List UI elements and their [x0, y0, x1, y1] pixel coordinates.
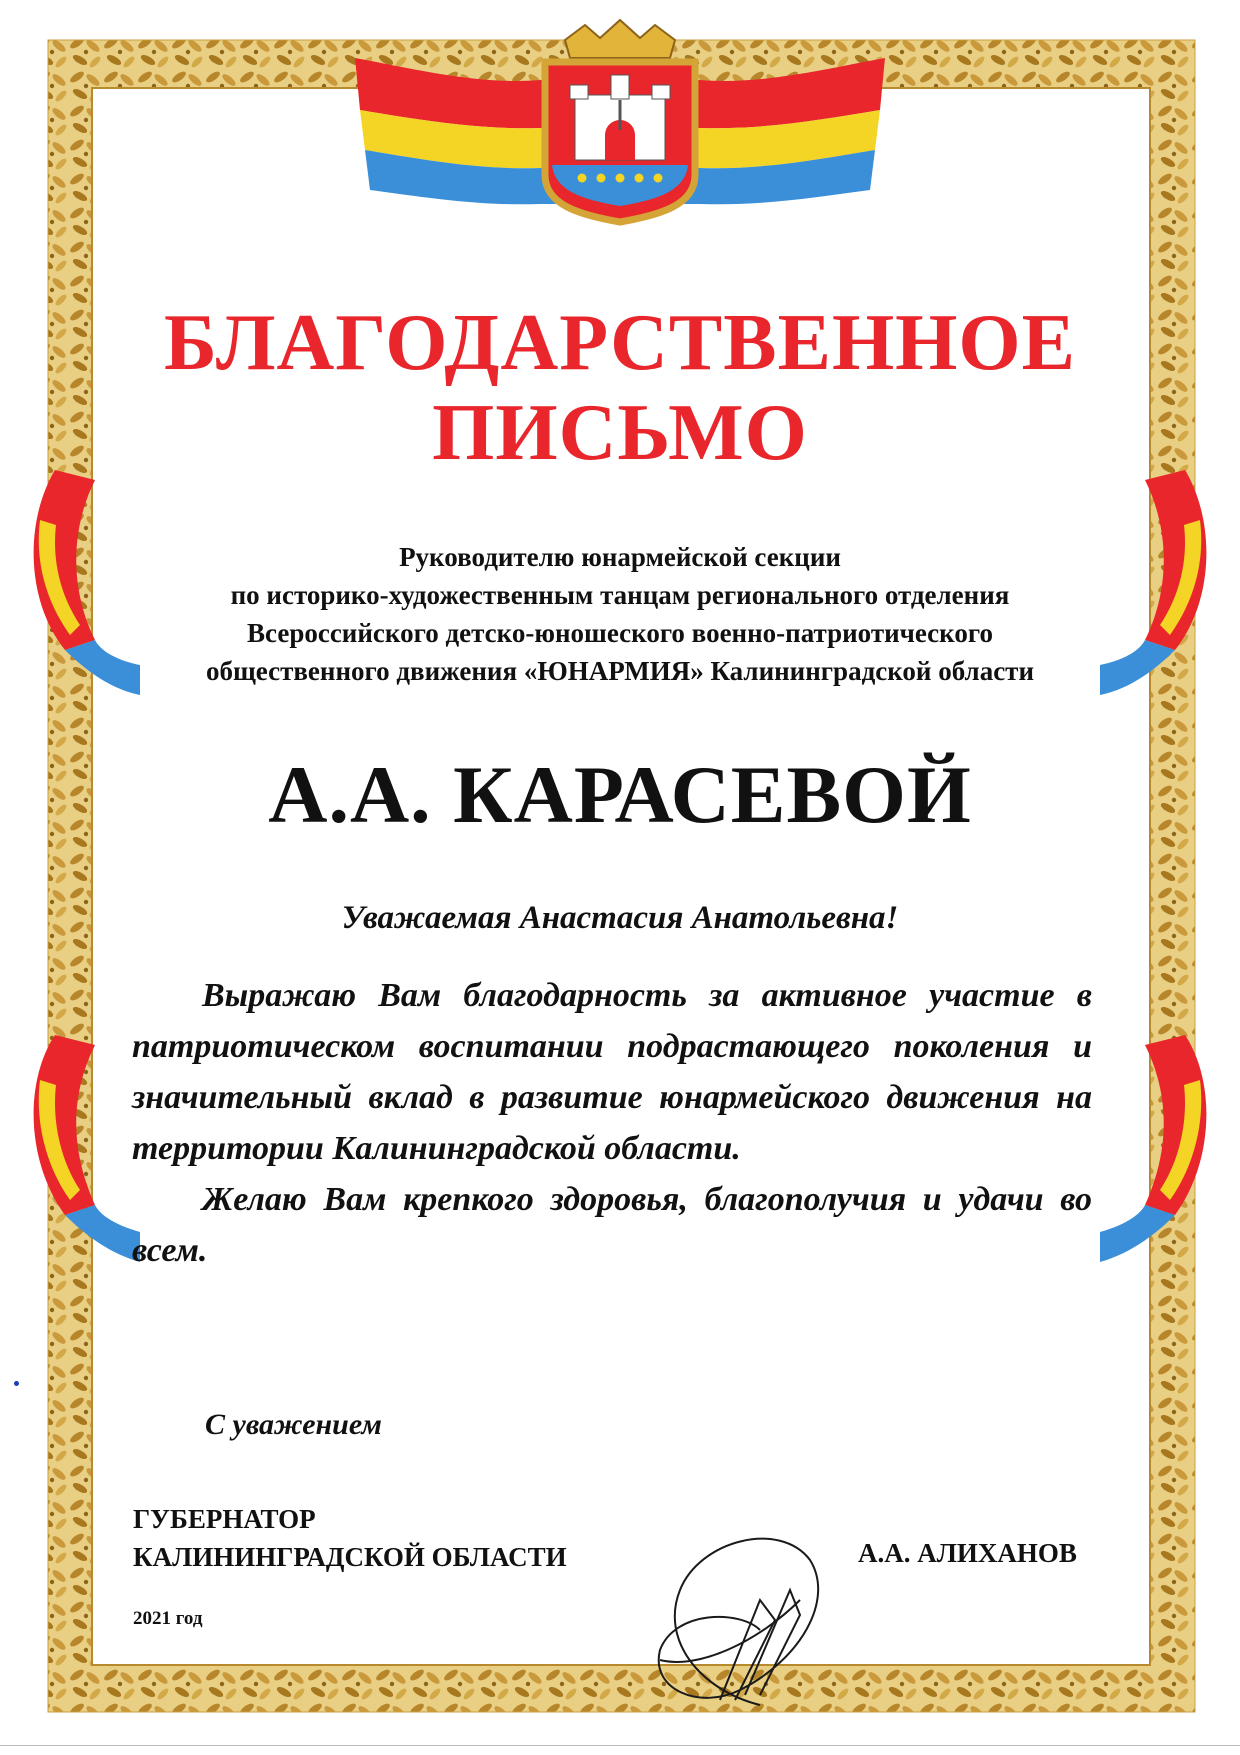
body-paragraph-1: Выражаю Вам благодарность за активное участие в патриотическом воспитании подрастающего поколения и значительный вклад в развитие юнармейского движения на территории Калининградской области.	[132, 977, 1092, 1167]
closing: С уважением	[205, 1408, 382, 1441]
scan-dot	[14, 1381, 19, 1386]
laurel-border	[48, 40, 1195, 1712]
recipient-line-2: по историко-художественным танцам регионального отделения	[230, 580, 1010, 610]
page-edge-line	[0, 1745, 1240, 1746]
title-line-1: БЛАГОДАРСТВЕННОЕ	[164, 299, 1076, 387]
coat-of-arms	[545, 20, 695, 222]
signer-title	[133, 1500, 567, 1576]
signer-title-line-1: ГУБЕРНАТОР	[133, 1504, 316, 1534]
document-title	[0, 298, 1240, 478]
year: 2021 год	[133, 1608, 203, 1629]
title-line-2: ПИСЬМО	[432, 389, 808, 477]
recipient-line-3: Всероссийского детско-юношеского военно-патриотического	[247, 618, 993, 648]
greeting: Уважаемая Анастасия Анатольевна!	[341, 900, 899, 936]
recipient-line-1: Руководителю юнармейской секции	[399, 542, 841, 572]
signer-name: А.А. АЛИХАНОВ	[858, 1538, 1077, 1568]
signer-title-line-2: КАЛИНИНГРАДСКОЙ ОБЛАСТИ	[133, 1542, 567, 1572]
recipient-block	[0, 538, 1240, 690]
recipient-line-4: общественного движения «ЮНАРМИЯ» Калининградской области	[206, 656, 1034, 686]
body-paragraph-2: Желаю Вам крепкого здоровья, благополучия и удачи во всем.	[132, 1181, 1092, 1269]
letter-body	[132, 970, 1092, 1276]
recipient-name: А.А. КАРАСЕВОЙ	[268, 749, 972, 840]
